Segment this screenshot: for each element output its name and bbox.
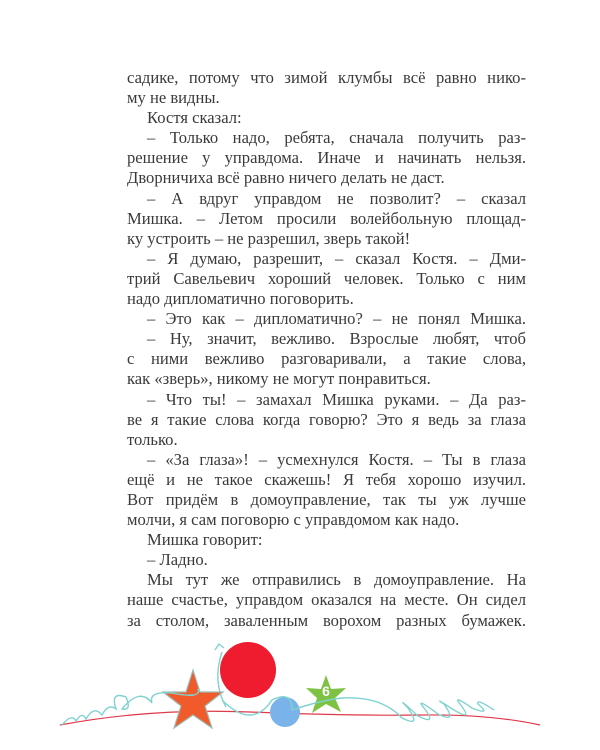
text-line: ку устроить – не разрешил, зверь такой! (127, 228, 411, 248)
text-line: трий Савельевич хороший человек. Только с ним (127, 268, 526, 288)
text-line: – Ладно. (147, 550, 208, 570)
text-line: – Ну, значит, вежливо. Взрослые любят, чтоб (147, 329, 526, 349)
text-line: – «За глаза»! – усмехнулся Костя. – Ты в глаза (147, 449, 526, 469)
body-text (127, 68, 526, 631)
red-line (60, 711, 540, 725)
text-line: Мишка. – Летом просили волейбольную площад- (127, 208, 526, 228)
text-line: Мы тут же отправились в домоуправление. На (147, 570, 526, 590)
text-line: – А вдруг управдом не позволит? – сказал (147, 188, 526, 208)
red-ornament-icon (220, 642, 276, 698)
text-line: ве я такие слова когда говорю? Это я ведь за глаза (127, 409, 526, 429)
text-line: – Я думаю, разрешит, – сказал Костя. – Дми- (147, 248, 526, 268)
orange-star-icon (163, 670, 223, 728)
text-line: наше счастье, управдом оказался на месте. Он сидел (127, 590, 526, 610)
text-line: с ними вежливо разговаривали, а такие слова, (127, 349, 526, 369)
christmas-decoration (0, 630, 600, 750)
text-line: только. (127, 429, 178, 449)
text-line: Мишка говорит: (147, 530, 263, 550)
blue-ball-icon (270, 697, 300, 727)
text-line: молчи, я сам поговорю с управдомом как надо. (127, 510, 460, 530)
text-line: за столом, заваленным ворохом разных бумажек. (127, 610, 526, 630)
text-line: Вот придём в домоуправление, так ты уж лучше (127, 489, 526, 509)
text-line: му не видны. (127, 88, 220, 108)
text-line: – Что ты! – замахал Мишка руками. – Да раз- (147, 389, 526, 409)
text-line: Дворничиха всё равно ничего делать не даст. (127, 168, 445, 188)
text-line: как «зверь», никому не могут понравиться. (127, 369, 431, 389)
text-line: Костя сказал: (147, 108, 242, 128)
text-line: надо дипломатично поговорить. (127, 289, 354, 309)
text-line: – Только надо, ребята, сначала получить раз- (147, 128, 526, 148)
text-line: – Это как – дипломатично? – не понял Мишка. (147, 309, 526, 329)
page-number: 6 (322, 683, 330, 699)
text-line: садике, потому что зимой клумбы всё равно нико- (127, 68, 526, 87)
text-line: решение у управдома. Иначе и начинать нельзя. (127, 148, 526, 168)
text-line: ещё и не такое скажешь! Я тебя хорошо изучил. (127, 469, 526, 489)
